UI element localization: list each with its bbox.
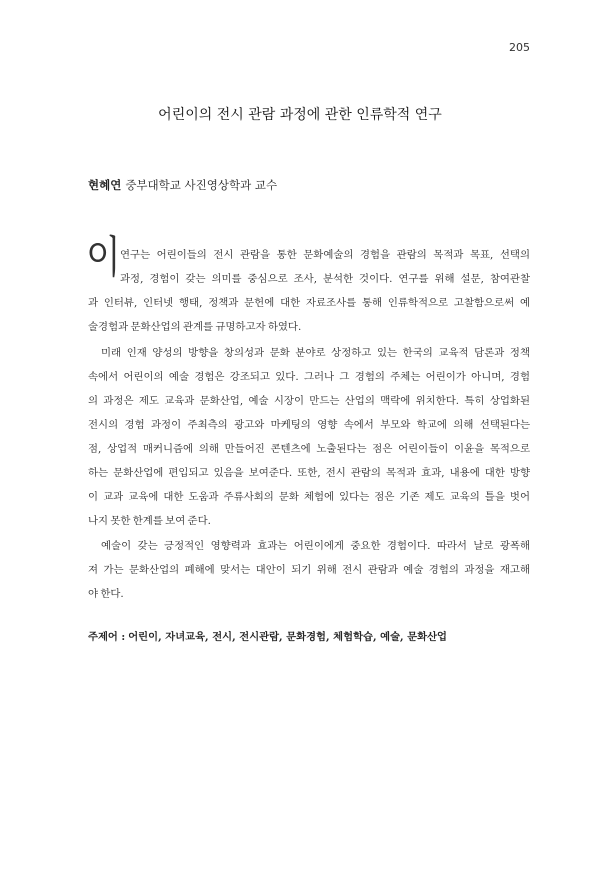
paper-title: 어린이의 전시 관람 과정에 관한 인류학적 연구: [158, 107, 442, 123]
abstract-paragraph: [88, 534, 530, 606]
abstract-line: 예술이 갖는 긍정적인 영향력과 효과는 어린이에게 중요한 경험이다. 따라서 날로 광폭해: [101, 540, 530, 552]
abstract-body: [86, 232, 530, 606]
abstract-line: 술경험과 문화산업의 관계를 규명하고자 하였다.: [88, 321, 302, 333]
abstract-paragraph: [88, 341, 530, 533]
keywords-label: 주제어 :: [88, 631, 126, 643]
abstract-line: 과 인터뷰, 인터넷 행태, 정책과 문헌에 대한 자료조사를 통해 인류학적으로 고찰함으로써 예: [88, 297, 530, 309]
author-line: [88, 177, 277, 193]
abstract-line: 미래 인재 양성의 방향을 창의성과 문화 분야로 상정하고 있는 한국의 교육적 담론과 정책: [101, 346, 530, 359]
page-number: 205: [509, 41, 530, 54]
abstract-line: 하는 문화산업에 편입되고 있음을 보여준다. 또한, 전시 관람의 목적과 효과, 내용에 대한 방향: [88, 466, 530, 479]
author-affiliation: 중부대학교 사진영상학과 교수: [125, 178, 278, 192]
abstract-line: 져 가는 문화산업의 폐해에 맞서는 대안이 되기 위해 전시 관람과 예술 경험의 과정을 재고해: [88, 564, 530, 576]
abstract-line: 연구는 어린이들의 전시 관람을 통한 문화예술의 경험을 관람의 목적과 목표, 선택의: [120, 249, 530, 261]
abstract-line: 과정, 경험이 갖는 의미를 중심으로 조사, 분석한 것이다. 연구를 위해 설문, 참여관찰: [120, 273, 530, 285]
abstract-line: 야 한다.: [88, 588, 124, 600]
abstract-line: 전시의 경험 과정이 주최측의 광고와 마케팅의 영향 속에서 부모와 학교에 의해 선택된다는: [88, 418, 530, 431]
abstract-line: 이 교과 교육에 대한 도움과 주류사회의 문화 체험에 있다는 점은 기존 제도 교육의 틀을 벗어: [88, 490, 530, 503]
abstract-paragraph: [86, 232, 530, 339]
drop-cap: 이: [86, 232, 121, 283]
abstract-line: 의 과정은 제도 교육과 문화산업, 예술 시장이 만드는 산업의 맥락에 위치한다. 특히 상업화된: [88, 394, 530, 407]
keywords-line: [88, 629, 447, 645]
author-name: 현혜연: [88, 178, 122, 192]
abstract-line: 나지 못한 한계를 보여 준다.: [88, 514, 211, 527]
abstract-line: 점, 상업적 매커니즘에 의해 만들어진 콘텐츠에 노출된다는 점은 어린이들이 이윤을 목적으로: [88, 442, 530, 455]
keywords-list: 어린이, 자녀교육, 전시, 전시관람, 문화경험, 체험학습, 예술, 문화산업: [128, 631, 447, 643]
abstract-line: 속에서 어린이의 예술 경험은 강조되고 있다. 그러나 그 경험의 주체는 어린이가 아니며, 경험: [88, 370, 530, 383]
